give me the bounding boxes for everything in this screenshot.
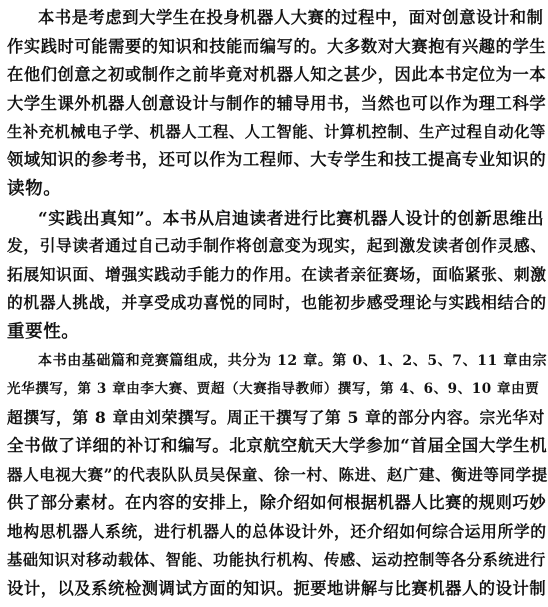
text-line: 读物。 (7, 179, 62, 199)
text-line: 超撰写，第 8 章由刘荣撰写。周正干撰写了第 5 章的部分内容。宗光华对 (7, 408, 545, 427)
text-line: 在他们创意之初或制作之前毕竟对机器人知之甚少，因此本书定位为一本 (7, 65, 547, 84)
text-line: 器人电视大赛”的代表队队员吴保童、徐一村、陈进、赵广建、衡进等同学提 (7, 465, 548, 484)
text-line: 地构思机器人系统，进行机器人的总体设计外，还介绍如何综合运用所学的 (7, 522, 547, 541)
text-line: 作实践时可能需要的知识和技能而编写的。大多数对大赛抱有兴趣的学生 (7, 37, 547, 56)
text-line: 全书做了详细的补订和编写。北京航空航天大学参加“首届全国大学生机 (7, 436, 548, 455)
text-line: 基础知识对移动载体、智能、功能执行机构、传感、运动控制等各分系统进行 (7, 551, 546, 569)
text-line: 拓展知识面、增强实践动手能力的作用。在读者亲征赛场，面临紧张、刺激 (7, 265, 547, 284)
text-line: 设计，以及系统检测调试方面的知识。扼要地讲解与比赛机器人的设计制 (7, 579, 547, 598)
text-line: 大学生课外机器人创意设计与制作的辅导用书，当然也可以作为理工科学 (7, 94, 547, 113)
text-line: 本书是考虑到大学生在投身机器人大赛的过程中，面对创意设计和制 (38, 8, 544, 27)
text-line: 领域知识的参考书，还可以作为工程师、大专学生和技工提高专业知识的 (7, 150, 547, 169)
text-line: 重要性。 (7, 322, 80, 342)
text-line: 供了部分素材。在内容的安排上，除介绍如何根据机器人比赛的规则巧妙 (7, 493, 547, 512)
text-line: “实践出真知”。本书从启迪读者进行比赛机器人设计的创新思维出 (38, 208, 545, 228)
text-line: 生补充机械电子学、机器人工程、人工智能、计算机控制、生产过程自动化等 (7, 123, 546, 141)
text-line: 的机器人挑战，并享受成功喜悦的同时，也能初步感受理论与实践相结合的 (7, 293, 547, 312)
text-line: 本书由基础篇和竞赛篇组成，共分为 12 章。第 0、1、2、5、7、11 章由宗 (38, 353, 548, 369)
text-line: 发，引导读者通过自己动手制作将创意变为现实，起到激发读者创作灵感、 (7, 236, 547, 255)
text-line: 光华撰写，第 3 章由李大赛、贾超（大赛指导教师）撰写，第 4、6、9、10 章由贾 (7, 381, 540, 397)
